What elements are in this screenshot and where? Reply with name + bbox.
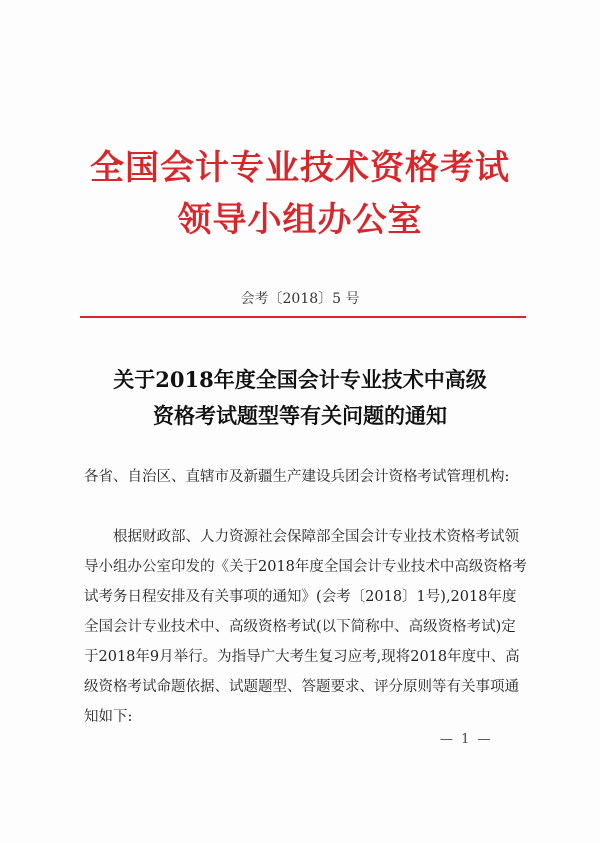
body-paragraph: 根据财政部、人力资源社会保障部全国会计专业技术资格考试领导小组办公室印发的《关于2018年度全国会计专业技术中高级资格考试考务日程安排及有关事项的通知》(会考〔2018〕1号),2018年度全国会计专业技术中、高级资格考试(以下简称中、高级资格考试)定于2018年9月举行。为指导广大考生复习应考,现将2018年度中、高级资格考试命题依据、试题题型、答题要求、评分原则等有关事项通知如下: [84,529,527,725]
document-title-line2: 资格考试题型等有关问题的通知 [153,403,447,428]
document-number: 会考〔2018〕5 号 [240,291,360,307]
page-number: — 1 — [440,732,493,747]
document-title-line1: 关于2018年度全国会计专业技术中高级 [113,367,487,392]
issuer-name-line1: 全国会计专业技术资格考试 [90,148,510,188]
salutation: 各省、自治区、直辖市及新疆生产建设兵团会计资格考试管理机构: [84,469,510,485]
issuer-name-line2: 领导小组办公室 [177,200,423,240]
red-header-rule [80,316,526,318]
